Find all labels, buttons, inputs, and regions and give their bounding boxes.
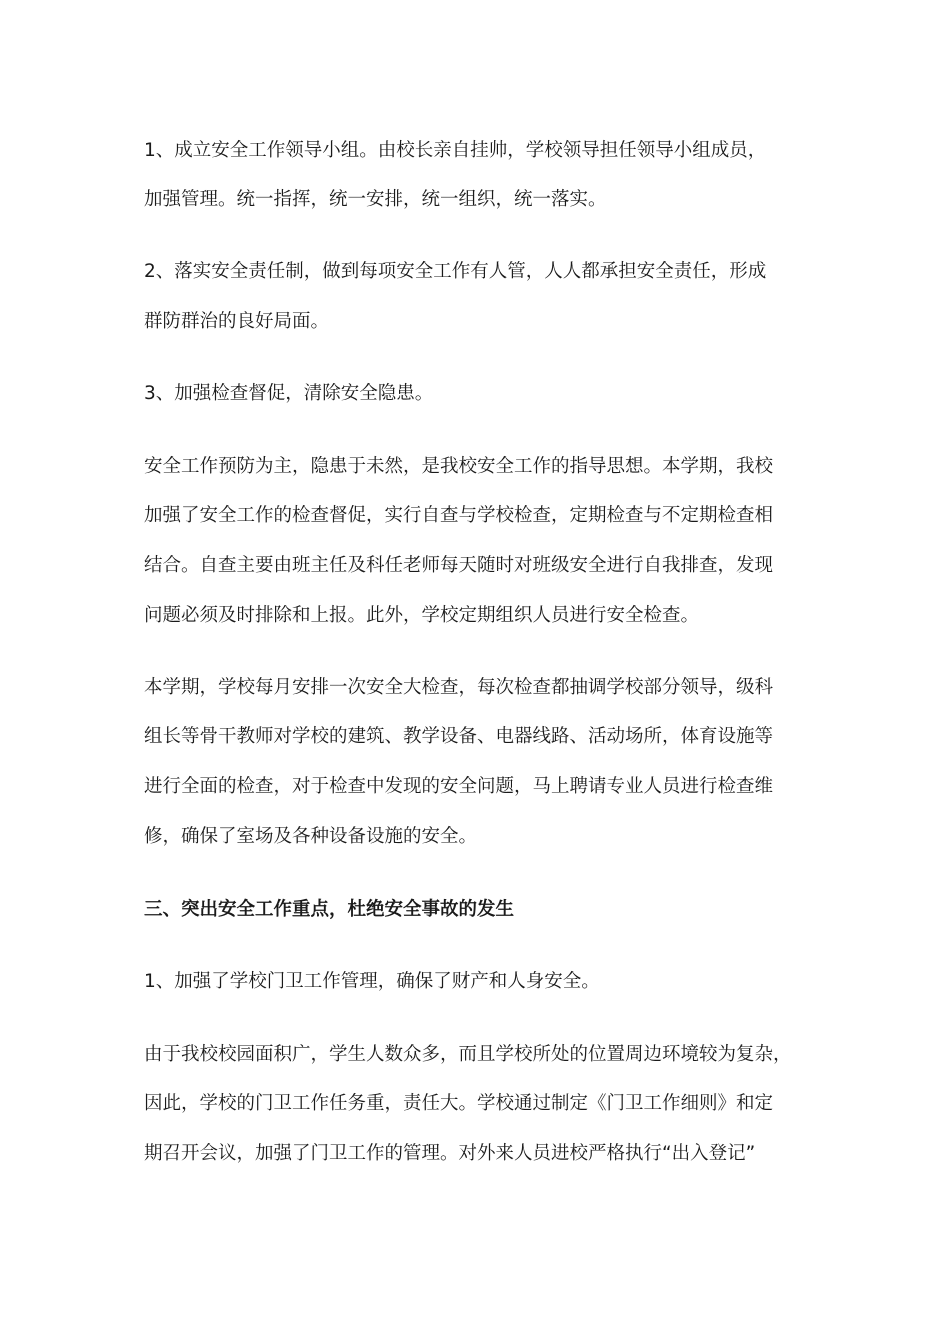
text-line: 加强了安全工作的检查督促，实行自查与学校检查，定期检查与不定期检查相	[144, 505, 774, 526]
text-line: 问题必须及时排除和上报。此外，学校定期组织人员进行安全检查。	[144, 605, 700, 626]
text-line: 由于我校校园面积广，学生人数众多，而且学校所处的位置周边环境较为复杂，	[144, 1044, 792, 1065]
text-line: 修，确保了室场及各种设备设施的安全。	[144, 826, 478, 847]
text-line: 进行全面的检查，对于检查中发现的安全问题，马上聘请专业人员进行检查维	[144, 776, 774, 797]
text-line: 期召开会议，加强了门卫工作的管理。对外来人员进校严格执行“出入登记”	[144, 1143, 756, 1164]
section-heading: 三、突出安全工作重点，杜绝安全事故的发生	[144, 899, 515, 920]
text-line: 2、落实安全责任制，做到每项安全工作有人管，人人都承担安全责任，形成	[144, 261, 767, 282]
text-line: 群防群治的良好局面。	[144, 311, 330, 332]
text-line: 结合。自查主要由班主任及科任老师每天随时对班级安全进行自我排查，发现	[144, 555, 774, 576]
text-line: 加强管理。统一指挥，统一安排，统一组织，统一落实。	[144, 189, 607, 210]
text-line: 组长等骨干教师对学校的建筑、教学设备、电器线路、活动场所，体育设施等	[144, 726, 774, 747]
text-line: 1、成立安全工作领导小组。由校长亲自挂帅，学校领导担任领导小组成员，	[144, 140, 767, 161]
text-line: 1、加强了学校门卫工作管理，确保了财产和人身安全。	[144, 971, 600, 992]
text-line: 因此，学校的门卫工作任务重，责任大。学校通过制定《门卫工作细则》和定	[144, 1093, 774, 1114]
text-line: 3、加强检查督促，清除安全隐患。	[144, 383, 434, 404]
text-line: 安全工作预防为主，隐患于未然，是我校安全工作的指导思想。本学期，我校	[144, 456, 774, 477]
text-line: 本学期，学校每月安排一次安全大检查，每次检查都抽调学校部分领导，级科	[144, 677, 774, 698]
